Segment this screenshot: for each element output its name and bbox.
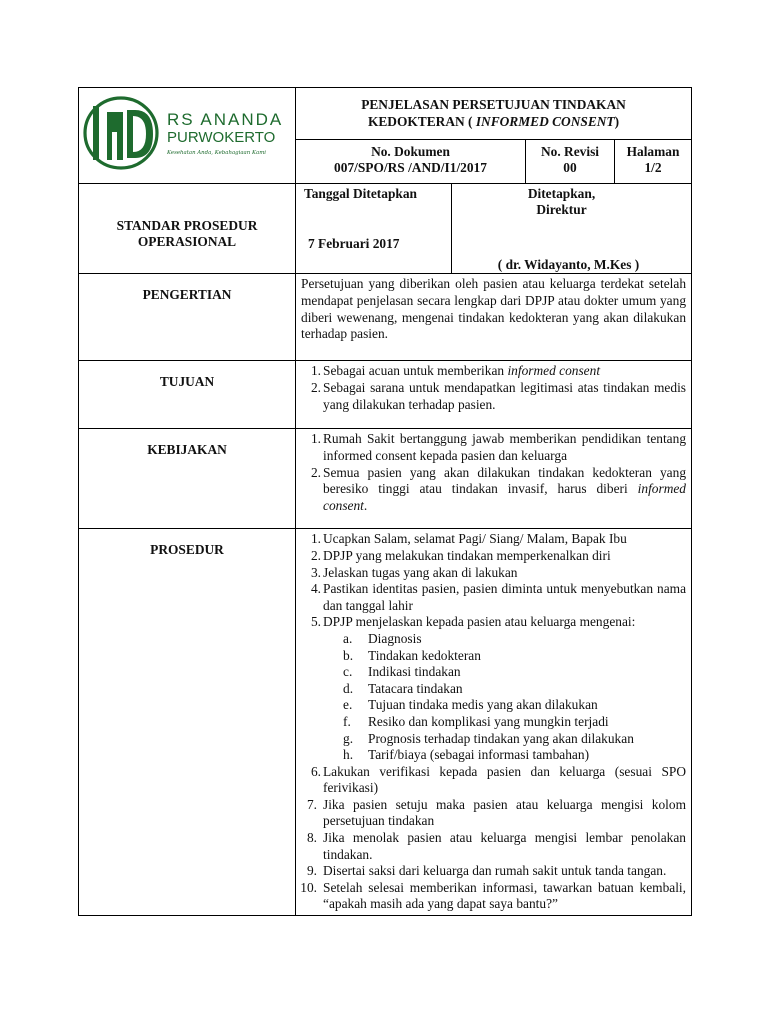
title-line2-end: ) <box>614 113 620 129</box>
approval-cell <box>452 183 692 274</box>
prosedur-step: 6. Lakukan verifikasi kepada pasien dan keluarga (sesuai SPO ferivikasi) <box>310 763 687 796</box>
spo-document-table <box>78 87 692 916</box>
prosedur-step: 8. Jika menolak pasien atau keluarga mengisi lembar penolakan tindakan. <box>306 830 687 862</box>
doc-number-value: 007/SPO/RS /AND/I1/2017 <box>334 160 487 175</box>
revision-value: 00 <box>563 160 577 175</box>
title-line2-plain: KEDOKTERAN ( <box>367 113 476 129</box>
page-value: 1/2 <box>644 160 662 175</box>
kebijakan-item: 2. Semua pasien yang akan dilakukan tindakan kedokteran yang beresiko tinggi atau tindakan invasif, harus diberi informed consent. <box>310 464 687 513</box>
prosedur-body <box>296 529 692 916</box>
kebijakan-item: 1. Rumah Sakit bertanggung jawab memberikan pendidikan tentang informed consent kepada pasien dan keluarga <box>310 431 687 463</box>
date-label: Tanggal Ditetapkan <box>304 185 417 201</box>
tujuan-body <box>296 361 692 429</box>
tujuan-item: 2. Sebagai sarana untuk mendapatkan legitimasi atas tindakan medis yang dilakukan terhadap pasien. <box>310 379 687 412</box>
sop-label-line1: STANDAR PROSEDUR <box>116 217 258 233</box>
prosedur-sub-item: b. Tindakan kedokteran <box>343 647 481 663</box>
director-name: ( dr. Widayanto, M.Kes ) <box>497 256 640 272</box>
doc-number-cell <box>296 140 526 184</box>
sop-label-cell <box>79 183 296 274</box>
logo-name-line1: RS ANANDA <box>167 110 284 129</box>
kebijakan-label: KEBIJAKAN <box>79 429 296 529</box>
date-cell <box>296 183 452 274</box>
prosedur-step: 7. Jika pasien setuju maka pasien atau keluarga mengisi kolom persetujuan tindakan <box>306 796 687 829</box>
prosedur-step: 9. Disertai saksi dari keluarga dan rumah sakit untuk tanda tangan. <box>306 863 667 879</box>
prosedur-sub-item: c. Indikasi tindakan <box>343 664 461 680</box>
page-cell <box>615 140 692 184</box>
tujuan-item: 1. Sebagai acuan untuk memberikan informed consent <box>310 363 601 379</box>
kebijakan-body <box>296 429 692 529</box>
prosedur-step: 2. DPJP yang melakukan tindakan memperkenalkan diri <box>310 547 611 563</box>
pengertian-label: PENGERTIAN <box>79 274 296 361</box>
tujuan-label: TUJUAN <box>79 361 296 429</box>
prosedur-step: 4. Pastikan identitas pasien, pasien diminta untuk menyebutkan nama dan tanggal lahir <box>310 581 687 613</box>
title-line1: PENJELASAN PERSETUJUAN TINDAKAN <box>361 97 626 112</box>
prosedur-sub-item: f. Resiko dan komplikasi yang mungkin terjadi <box>343 713 609 729</box>
prosedur-sub-item: e. Tujuan tindaka medis yang akan dilakukan <box>343 697 598 713</box>
prosedur-sub-item: a. Diagnosis <box>343 630 422 646</box>
page-label: Halaman <box>626 144 680 159</box>
logo-tagline: Kesehatan Anda, Kebahagiaan Kami <box>167 150 267 156</box>
date-value: 7 Februari 2017 <box>308 236 400 252</box>
prosedur-sub-item: h. Tarif/biaya (sebagai informasi tambahan) <box>343 747 590 763</box>
revision-cell <box>526 140 615 184</box>
approval-line2: Direktur <box>536 202 587 218</box>
hospital-logo <box>79 88 296 178</box>
prosedur-sub-item: d. Tatacara tindakan <box>343 680 463 696</box>
document-title <box>296 88 692 140</box>
logo-name-line2: PURWOKERTO <box>167 129 276 146</box>
hospital-logo-cell <box>79 88 296 184</box>
title-line2-italic: INFORMED CONSENT <box>475 113 615 129</box>
prosedur-sub-item: g. Prognosis terhadap tindakan yang akan dilakukan <box>343 730 634 746</box>
revision-label: No. Revisi <box>540 144 600 159</box>
prosedur-step: 10. Setelah selesai memberikan informasi, tawarkan batuan kembali, “apakah masih ada yang dapat saya bantu?” <box>300 879 687 912</box>
prosedur-step: 1. Ucapkan Salam, selamat Pagi/ Siang/ Malam, Bapak Ibu <box>310 531 627 547</box>
doc-number-label: No. Dokumen <box>371 144 450 159</box>
prosedur-label: PROSEDUR <box>79 529 296 916</box>
prosedur-step: 3. Jelaskan tugas yang akan di lakukan <box>310 564 518 580</box>
pengertian-text: Persetujuan yang diberikan oleh pasien atau keluarga terdekat setelah mendapat penjelasan secara lengkap dari DPJP atau dokter umum yang diberi wewenang, mengenai tindakan kedokteran yang akan dilakukan terhadap pasien. <box>296 274 692 361</box>
sop-label-line2: OPERASIONAL <box>137 234 237 250</box>
approval-line1: Ditetapkan, <box>527 185 596 201</box>
prosedur-step: 5. DPJP menjelaskan kepada pasien atau keluarga mengenai: a. Diagnosis b. Tindakan kedokteran c. Indikasi tindakan d. Tatacara tindakan e. Tujuan tindaka medis yang akan dilakukan f. Resiko dan komplikasi yang mungkin terjadi g. Prognosis terhadap tindakan yang akan dilakukan h. Tarif/biaya (sebagai informasi tambahan) <box>301 614 686 763</box>
